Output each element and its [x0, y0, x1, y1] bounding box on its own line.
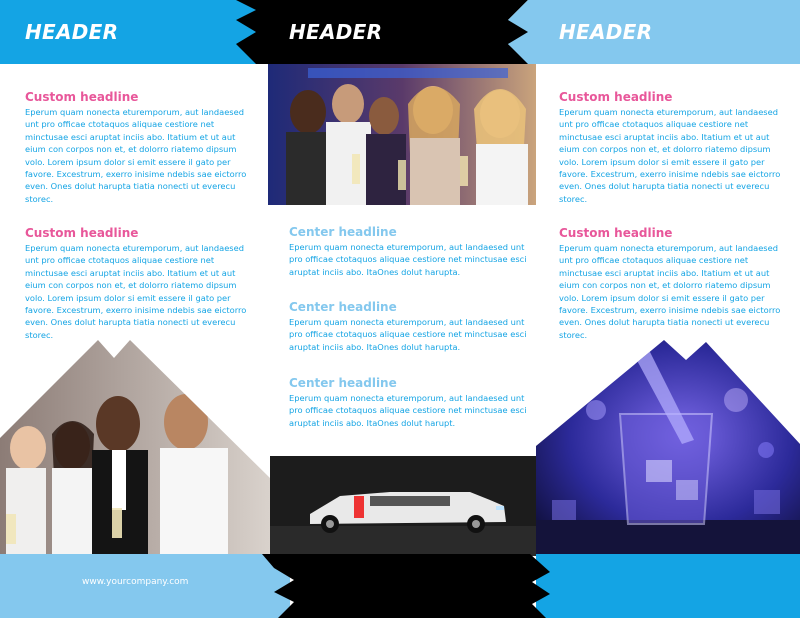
section-headline: Center headline [289, 376, 397, 390]
left-section-2 [25, 226, 250, 341]
limo-party-photo [268, 64, 536, 205]
company-url[interactable]: www.yourcompany.com [82, 577, 189, 587]
center-section-1 [289, 225, 534, 278]
section-headline: Custom headline [559, 226, 673, 240]
header-band-center [230, 0, 540, 64]
section-headline: Center headline [289, 300, 397, 314]
center-section-2 [289, 300, 534, 353]
footer-band-right [536, 554, 800, 618]
section-body: Eperum quam nonecta eturemporum, aut landaesed unt pro officae ctotaquos aliquae cestiore net minctusae esci aruptat inciis abo. ItaOnes dolut harupta. [289, 242, 527, 277]
section-body: Eperum quam nonecta eturemporum, aut landaesed unt pro officae ctotaquos aliquae cestiore net minctusae esci aruptat inciis abo. Itatium et ut aut eium con corpos non et, et dolorro riatemo dipsum volo. Lorem ipsum dolor si emit essere il gato per favore. Excestrum, exerro inisime ndebis sae eictorro even. Ones dolut harupta tiatia nonecti ut everecu storec. [25, 107, 247, 204]
cocktail-glass-photo [536, 340, 800, 554]
section-headline: Custom headline [559, 90, 673, 104]
section-headline: Custom headline [25, 90, 139, 104]
panel-header-left: HEADER [25, 20, 119, 44]
white-limousine-photo [270, 456, 536, 556]
section-body: Eperum quam nonecta eturemporum, aut landaesed unt pro officae ctotaquos aliquae cestiore net minctusae esci aruptat inciis abo. ItaOnes dolut harupta. [289, 317, 527, 352]
group-celebration-photo [0, 338, 270, 554]
panel-header-center: HEADER [289, 20, 383, 44]
panel-header-right: HEADER [559, 20, 653, 44]
right-section-2 [559, 226, 784, 341]
section-headline: Center headline [289, 225, 397, 239]
section-body: Eperum quam nonecta eturemporum, aut landaesed unt pro officae ctotaquos aliquae cestiore net minctusae esci aruptat inciis abo. Itatium et ut aut eium con corpos non et, et dolorro riatemo dipsum volo. Lorem ipsum dolor si emit essere il gato per favore. Excestrum, exerro inisime ndebis sae eictorro even. Ones dolut harupta tiatia nonecti ut everecu storec. [25, 243, 247, 340]
footer-band-center [262, 554, 552, 618]
section-headline: Custom headline [25, 226, 139, 240]
section-body: Eperum quam nonecta eturemporum, aut landaesed unt pro officae ctotaquos aliquae cestiore net minctusae esci aruptat inciis abo. Itatium et ut aut eium con corpos non et, et dolorro riatemo dipsum volo. Lorem ipsum dolor si emit essere il gato per favore. Excestrum, exerro inisime ndebis sae eictorro even. Ones dolut harupta tiatia nonecti ut everecu storec. [559, 243, 781, 340]
center-section-3 [289, 376, 534, 429]
section-body: Eperum quam nonecta eturemporum, aut landaesed unt pro officae ctotaquos aliquae cestiore net minctusae esci aruptat inciis abo. ItaOnes dolut harupt. [289, 393, 527, 428]
right-section-1 [559, 90, 784, 205]
left-section-1 [25, 90, 250, 205]
section-body: Eperum quam nonecta eturemporum, aut landaesed unt pro officae ctotaquos aliquae cestiore net minctusae esci aruptat inciis abo. Itatium et ut aut eium con corpos non et, et dolorro riatemo dipsum volo. Lorem ipsum dolor si emit essere il gato per favore. Excestrum, exerro inisime ndebis sae eictorro even. Ones dolut harupta tiatia nonecti ut everecu storec. [559, 107, 781, 204]
header-arrow-right [505, 0, 545, 64]
